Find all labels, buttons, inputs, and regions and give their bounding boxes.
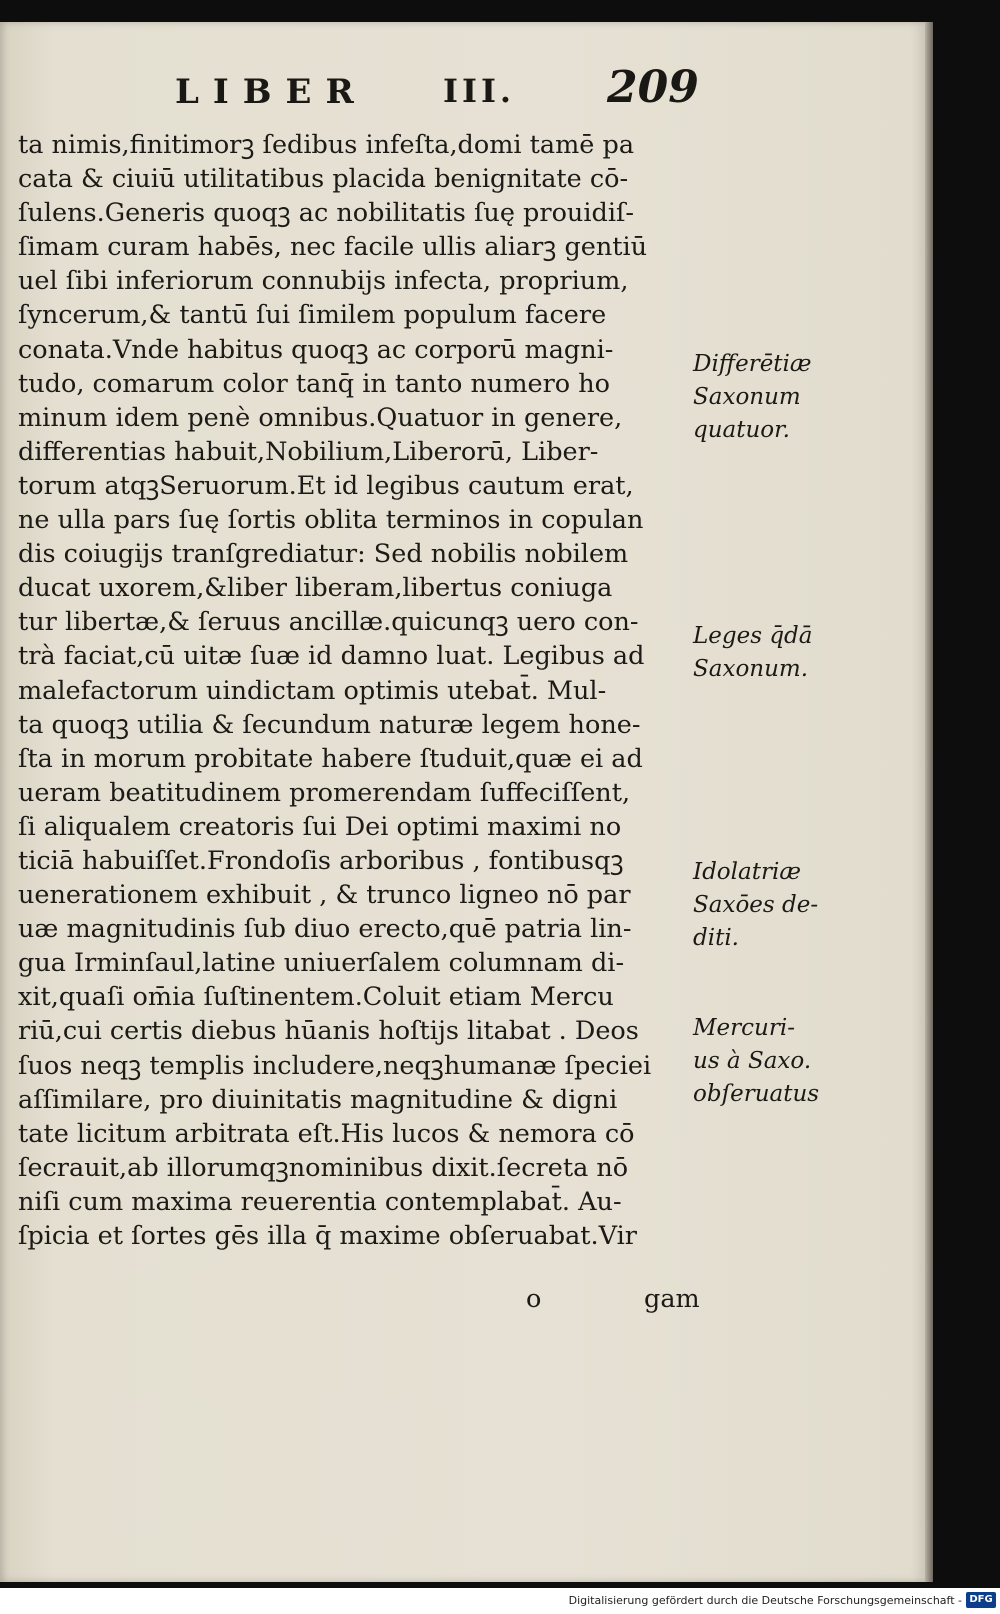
text-line: torum atqꝫSeruorum.Et id legibus cautum erat, [18,470,634,501]
text-line: ſulens.Generis quoqꝫ ac nobilitatis ſuę prouidiſ- [18,198,635,229]
text-line: uenerationem exhibuit , & trunco ligneo nō par [18,880,631,911]
text-line: ducat uxorem,&liber liberam,libertus coniuga [18,573,613,604]
margin-note-line: Saxonum. [693,656,809,682]
text-line: xit,quaſi om̄ia ſuſtinentem.Coluit etiam Mercu [18,982,614,1013]
margin-note-mercurius [693,1012,843,1111]
margin-note-line: us à Saxo. [693,1048,812,1074]
catchword: gam [644,1284,700,1314]
catch-line [18,1284,700,1318]
text-line: ſuos neqꝫ templis includere,neqꝫhumanæ ſpeciei [18,1050,652,1081]
text-line: ſta in morum probitate habere ſtuduit,quæ ei ad [18,743,643,774]
folio-number: 209 [607,62,699,113]
text-line: ſpicia et ſortes gēs illa q̄ maxime obſeruabat.Vir [18,1221,637,1251]
margin-note-idolatriae [693,856,843,955]
footer-bar [0,1588,1000,1614]
margin-note-line: Idolatriæ [693,859,801,885]
text-line: riū,cui certis diebus hūanis hoſtijs litabat . Deos [18,1016,639,1047]
text-line: cata & ciuiū utilitatibus placida benignitate cō- [18,164,629,195]
main-text-block [18,128,690,1253]
text-line: trà faciat,cū uitæ ſuæ id damno luat. Legibus ad [18,641,645,672]
text-line: uæ magnitudinis ſub diuo erecto,quē patria lin- [18,914,632,945]
margin-note-differentiae [693,348,843,447]
text-line: dis coiugijs tranſgrediatur: Sed nobilis nobilem [18,539,629,570]
text-line: aſſimilare, pro diuinitatis magnitudine & digni [18,1084,618,1115]
margin-note-line: quatuor. [693,417,790,443]
text-line: malefactorum uindictam optimis utebat̄. Mul- [18,675,607,706]
running-title: LIBER [175,72,368,112]
page-edge [925,22,933,1582]
text-line: differentias habuit,Nobilium,Liberorū, Liber- [18,436,599,467]
text-line: niſi cum maxima reuerentia contemplabat̄. Au- [18,1186,622,1217]
text-line: tur libertæ,& ſeruus ancillæ.quicunqꝫ uero con- [18,607,639,638]
margin-note-line: Saxonum [693,384,801,410]
book-number: III. [443,72,516,110]
margin-note-line: Mercuri- [693,1015,795,1041]
page-header [175,58,699,118]
text-line: ſyncerum,& tantū ſui ſimilem populum facere [18,300,607,331]
signature-mark: o [526,1284,542,1314]
text-line: conata.Vnde habitus quoqꝫ ac corporū magni- [18,334,614,365]
text-line: ſimam curam habēs, nec facile ullis aliarꝫ gentiū [18,232,648,263]
text-line: ſi aliqualem creatoris ſui Dei optimi maximi no [18,811,622,842]
margin-note-line: Differētiæ [693,351,812,377]
text-line: ſecrauit,ab illorumqꝫnominibus dixit.ſecreta nō [18,1152,629,1183]
margin-note-line: obſeruatus [693,1081,820,1107]
text-line: tate licitum arbitrata eſt.His lucos & nemora cō [18,1118,635,1149]
text-line: ta quoqꝫ utilia & ſecundum naturæ legem hone- [18,709,641,740]
text-line: minum idem penè omnibus.Quatuor in genere, [18,402,623,433]
funding-credit: Digitalisierung gefördert durch die Deutsche Forschungsgemeinschaft - [568,1594,962,1607]
margin-note-line: Leges q̄dā [693,623,813,649]
margin-note-line: diti. [693,925,739,951]
margin-note-line: Saxōes de- [693,892,819,918]
margin-note-leges [693,620,843,686]
text-line: ne ulla pars ſuę ſortis oblita terminos in copulan [18,505,644,536]
dfg-logo: DFG [966,1592,996,1608]
text-line: ueram beatitudinem promerendam ſuffeciſſent, [18,777,631,808]
text-line: gua Irminſaul,latine uniuerſalem columnam di- [18,948,625,979]
text-line: uel ſibi inferiorum connubijs infecta, proprium, [18,266,629,297]
text-line: ticiā habuiſſet.Frondoſis arboribus , fontibusqꝫ [18,845,624,876]
text-line: ta nimis,finitimorꝫ ſedibus infeſta,domi tamē pa [18,130,635,160]
text-line: tudo, comarum color tanq̄ in tanto numero ho [18,368,611,399]
